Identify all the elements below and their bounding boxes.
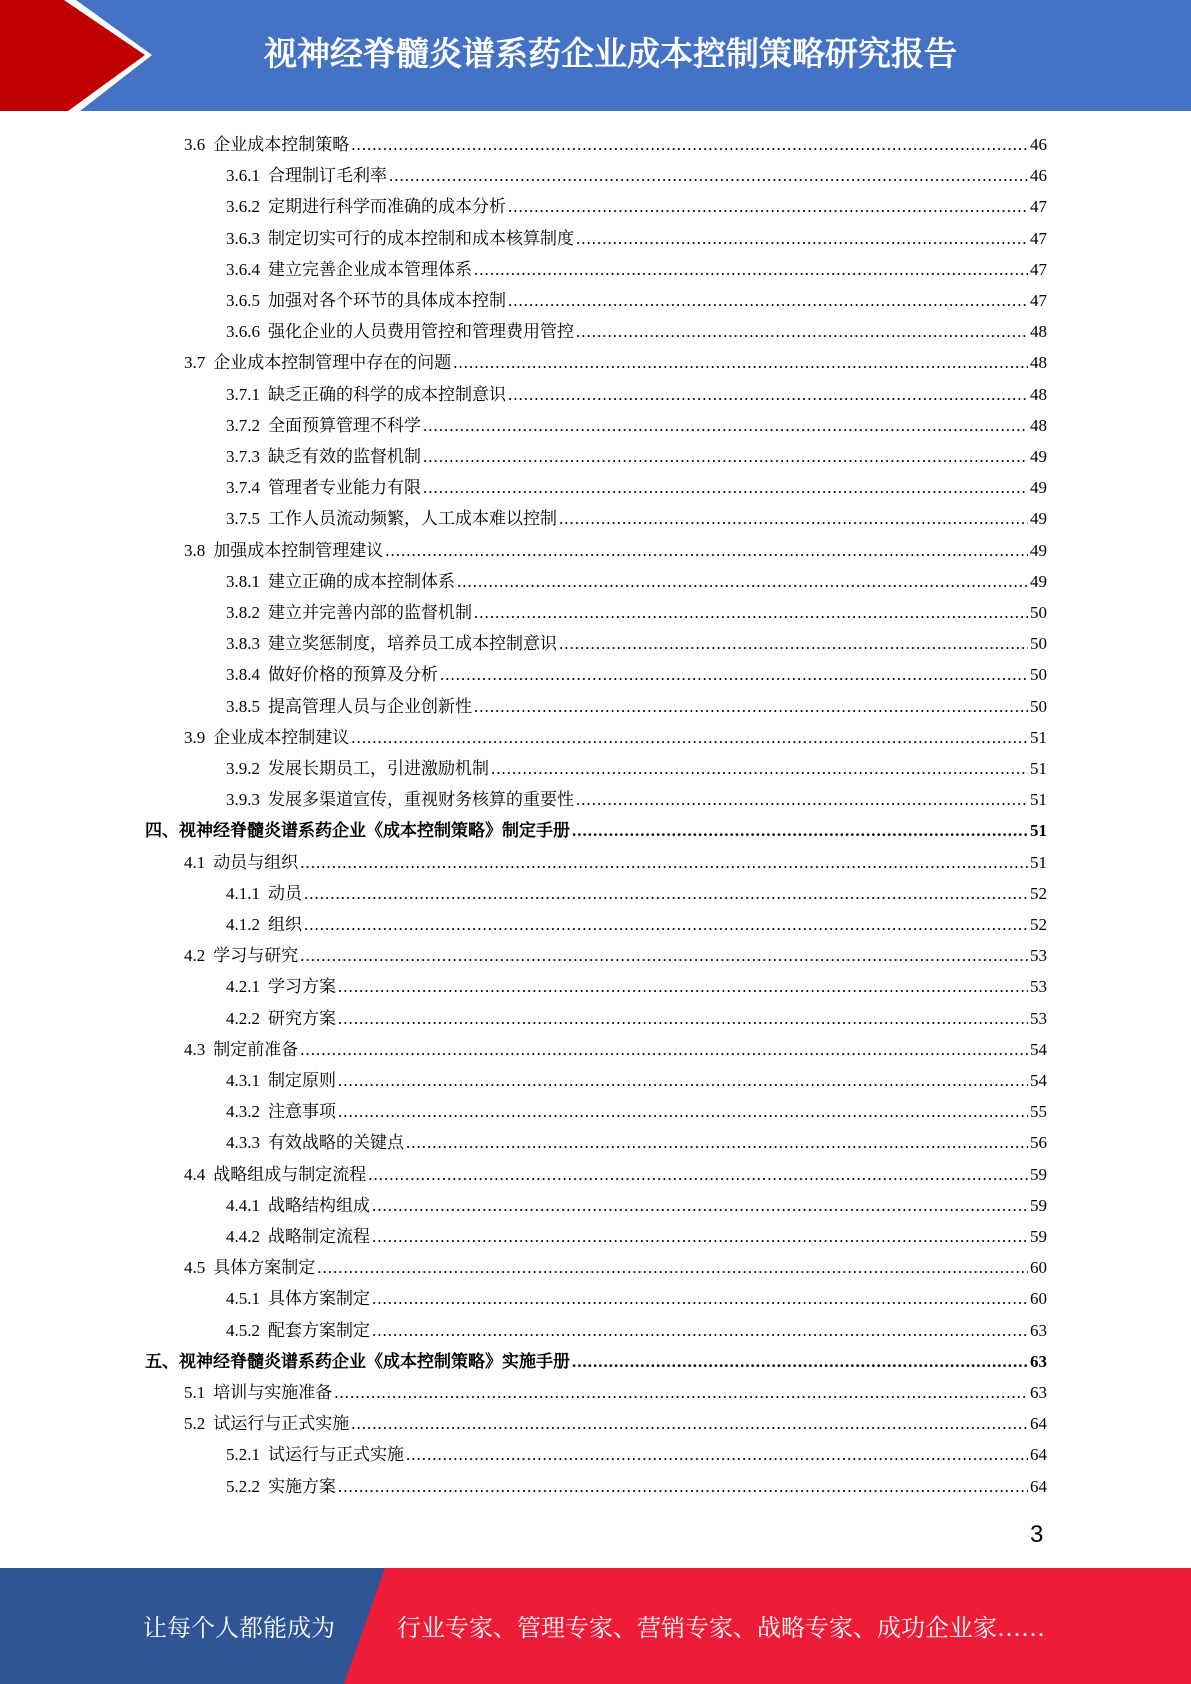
toc-entry[interactable] <box>226 1066 1047 1094</box>
toc-entry-title: 动员与组织 <box>213 852 299 872</box>
toc-entry-page: 50 <box>1030 665 1047 685</box>
dot-leader <box>576 229 1028 249</box>
toc-entry-number: 4.5 <box>184 1258 206 1278</box>
toc-entry-page: 54 <box>1030 1071 1047 1090</box>
toc-entry-number: 4.4.1 <box>226 1195 260 1215</box>
toc-entry-page: 49 <box>1030 447 1047 466</box>
toc-entry-page: 51 <box>1030 759 1047 778</box>
toc-entry-title: 企业成本控制建议 <box>213 727 350 747</box>
dot-leader <box>334 1383 1028 1403</box>
toc-entry-number: 4.2.1 <box>226 977 260 997</box>
toc-entry-number: 4.4.2 <box>226 1227 260 1246</box>
dot-leader <box>300 853 1028 873</box>
toc-entry-number: 5.2 <box>184 1414 206 1434</box>
toc-entry-page: 64 <box>1030 1414 1047 1434</box>
toc-entry-number: 3.6.5 <box>226 291 260 310</box>
toc-entry[interactable] <box>184 1253 1047 1281</box>
page-number: 3 <box>1030 1521 1044 1548</box>
toc-entry-title: 四、视神经脊髓炎谱系药企业《成本控制策略》制定手册 <box>145 821 570 841</box>
toc-entry-page: 53 <box>1030 977 1047 997</box>
toc-entry-page: 47 <box>1030 197 1047 217</box>
toc-entry[interactable] <box>226 411 1047 439</box>
dot-leader <box>338 1009 1028 1029</box>
toc-entry-page: 54 <box>1030 1039 1047 1059</box>
toc-entry-page: 49 <box>1030 540 1047 560</box>
toc-entry[interactable] <box>226 255 1047 283</box>
dot-leader <box>351 1414 1028 1434</box>
toc-entry[interactable] <box>184 941 1047 969</box>
toc-entry-number: 3.8 <box>184 540 206 560</box>
toc-entry-number: 3.7 <box>184 353 206 373</box>
dot-leader <box>338 1102 1028 1122</box>
toc-entry-title: 做好价格的预算及分析 <box>268 665 438 685</box>
toc-entry[interactable] <box>226 473 1047 501</box>
toc-entry[interactable] <box>226 660 1047 688</box>
toc-entry-title: 管理者专业能力有限 <box>268 478 421 498</box>
toc-entry[interactable] <box>184 848 1047 876</box>
toc-entry-page: 48 <box>1030 353 1047 373</box>
dot-leader <box>300 1040 1028 1060</box>
toc-entry[interactable] <box>184 1035 1047 1063</box>
page-header <box>0 0 1191 111</box>
dot-leader <box>572 1352 1028 1372</box>
toc-entry[interactable] <box>226 1284 1047 1312</box>
toc-entry-number: 4.1.2 <box>226 915 260 934</box>
toc-entry-title: 制定切实可行的成本控制和成本核算制度 <box>268 228 574 248</box>
toc-entry-title: 强化企业的人员费用管控和管理费用管控 <box>268 322 574 342</box>
toc-entry-title: 试运行与正式实施 <box>268 1445 404 1465</box>
toc-entry-page: 47 <box>1030 291 1047 310</box>
toc-entry-number: 4.3 <box>184 1039 206 1059</box>
toc-entry-number: 3.6.3 <box>226 228 260 248</box>
dot-leader <box>338 1071 1028 1091</box>
dot-leader <box>372 1289 1028 1309</box>
toc-entry-title: 提高管理人员与企业创新性 <box>268 696 472 716</box>
toc-entry-title: 缺乏正确的科学的成本控制意识 <box>268 384 506 404</box>
toc-entry-page: 60 <box>1030 1258 1047 1278</box>
toc-entry-number: 3.7.1 <box>226 384 260 404</box>
toc-entry-title: 具体方案制定 <box>268 1289 370 1309</box>
toc-entry-number: 3.6.2 <box>226 197 260 217</box>
toc-entry[interactable] <box>226 629 1047 657</box>
toc-entry-page: 50 <box>1030 634 1047 654</box>
dot-leader <box>576 790 1028 810</box>
dot-leader <box>508 291 1028 311</box>
toc-entry-title: 战略组成与制定流程 <box>213 1164 367 1184</box>
toc-entry-title: 缺乏有效的监督机制 <box>268 447 421 466</box>
toc-entry-page: 48 <box>1030 322 1047 342</box>
toc-entry-title: 战略结构组成 <box>268 1195 370 1215</box>
toc-entry-number: 5.2.1 <box>226 1445 260 1465</box>
dot-leader <box>453 353 1028 373</box>
toc-entry[interactable] <box>226 1191 1047 1219</box>
toc-entry-title: 学习方案 <box>268 977 336 997</box>
toc-entry-number: 3.8.5 <box>226 696 260 716</box>
toc-entry[interactable] <box>226 754 1047 782</box>
toc-entry[interactable] <box>226 785 1047 813</box>
toc-entry-number: 4.2 <box>184 946 206 966</box>
toc-entry-number: 3.9.2 <box>226 759 260 778</box>
dot-leader <box>474 697 1028 717</box>
toc-entry-title: 学习与研究 <box>213 946 299 966</box>
toc-entry-page: 49 <box>1030 509 1047 529</box>
toc-entry-title: 定期进行科学而准确的成本分析 <box>268 197 506 217</box>
toc-entry[interactable] <box>184 130 1047 158</box>
toc-entry-page: 51 <box>1030 790 1047 810</box>
dot-leader <box>440 665 1028 685</box>
toc-entry-title: 五、视神经脊髓炎谱系药企业《成本控制策略》实施手册 <box>145 1351 570 1371</box>
dot-leader <box>559 509 1028 529</box>
toc-entry-page: 50 <box>1030 696 1047 716</box>
toc-entry-page: 63 <box>1030 1320 1047 1340</box>
toc-entry[interactable] <box>226 192 1047 220</box>
toc-entry-title: 配套方案制定 <box>268 1320 370 1340</box>
toc-entry-page: 50 <box>1030 603 1047 622</box>
dot-leader <box>508 385 1028 405</box>
toc-entry-title: 发展长期员工，引进激励机制 <box>268 759 489 778</box>
footer-slogan-left: 让每个人都能成为 <box>143 1616 335 1642</box>
toc-entry-page: 53 <box>1030 946 1047 966</box>
toc-entry[interactable] <box>226 598 1047 626</box>
toc-entry-page: 63 <box>1030 1351 1047 1371</box>
toc-entry-page: 59 <box>1030 1195 1047 1215</box>
toc-entry[interactable] <box>226 380 1047 408</box>
toc-entry-number: 3.8.4 <box>226 665 260 685</box>
toc-entry-number: 3.9 <box>184 727 206 747</box>
toc-entry[interactable] <box>226 1222 1047 1250</box>
toc-entry-title: 试运行与正式实施 <box>213 1414 350 1434</box>
dot-leader <box>304 915 1028 935</box>
toc-entry-number: 3.7.5 <box>226 509 260 529</box>
toc-entry-number: 5.1 <box>184 1383 206 1402</box>
footer-slogan-right: 行业专家、管理专家、营销专家、战略专家、成功企业家…… <box>397 1616 1045 1642</box>
page-footer <box>0 1568 1191 1684</box>
toc-entry[interactable] <box>226 879 1047 907</box>
toc-entry-page: 49 <box>1030 571 1047 591</box>
toc-entry-title: 建立并完善内部的监督机制 <box>268 603 472 622</box>
dot-leader <box>423 478 1028 498</box>
toc-entry-page: 46 <box>1030 166 1047 186</box>
toc-entry-title: 建立奖惩制度，培养员工成本控制意识 <box>268 634 557 654</box>
toc-entry-title: 实施方案 <box>268 1476 336 1496</box>
toc-entry-page: 55 <box>1030 1102 1047 1122</box>
dot-leader <box>317 1258 1028 1278</box>
dot-leader <box>474 260 1028 280</box>
toc-entry-page: 52 <box>1030 915 1047 934</box>
toc-entry[interactable] <box>226 910 1047 938</box>
toc-entry-number: 3.6 <box>184 135 206 154</box>
toc-entry-page: 47 <box>1030 259 1047 279</box>
dot-leader <box>576 322 1028 342</box>
toc-entry-title: 有效战略的关键点 <box>268 1133 404 1153</box>
dot-leader <box>372 1227 1028 1247</box>
toc-entry[interactable] <box>226 567 1047 595</box>
toc-entry[interactable] <box>226 1128 1047 1156</box>
toc-entry-title: 加强对各个环节的具体成本控制 <box>268 291 506 310</box>
dot-leader <box>559 634 1028 654</box>
toc-entry-page: 59 <box>1030 1164 1047 1184</box>
toc-entry[interactable] <box>145 1347 1047 1375</box>
toc-entry-number: 4.1.1 <box>226 883 260 903</box>
toc-entry-number: 4.3.3 <box>226 1133 260 1153</box>
toc-entry[interactable] <box>226 692 1047 720</box>
toc-entry-page: 47 <box>1030 228 1047 248</box>
dot-leader <box>423 416 1028 436</box>
toc-entry-title: 制定前准备 <box>213 1039 299 1059</box>
dot-leader <box>457 572 1028 592</box>
toc-entry-number: 3.7.3 <box>226 447 260 466</box>
toc-entry-number: 4.1 <box>184 852 206 872</box>
dot-leader <box>474 603 1028 623</box>
toc-entry[interactable] <box>226 161 1047 189</box>
toc-entry-title: 发展多渠道宣传，重视财务核算的重要性 <box>268 790 574 810</box>
toc-entry[interactable] <box>184 1378 1047 1406</box>
toc-entry-title: 战略制定流程 <box>268 1227 370 1246</box>
toc-entry-title: 企业成本控制管理中存在的问题 <box>213 353 452 373</box>
toc-entry-number: 3.8.3 <box>226 634 260 654</box>
toc-entry-number: 3.6.4 <box>226 259 260 279</box>
dot-leader <box>491 759 1028 779</box>
dot-leader <box>338 1477 1028 1497</box>
toc-entry[interactable] <box>226 442 1047 470</box>
dot-leader <box>351 135 1028 155</box>
toc-entry[interactable] <box>184 1409 1047 1437</box>
toc-entry-title: 建立完善企业成本管理体系 <box>268 259 472 279</box>
toc-entry-page: 64 <box>1030 1445 1047 1465</box>
toc-entry-title: 制定原则 <box>268 1071 336 1090</box>
dot-leader <box>389 166 1028 186</box>
toc-entry-page: 51 <box>1030 821 1047 841</box>
dot-leader <box>572 821 1028 841</box>
toc-entry[interactable] <box>226 1316 1047 1344</box>
toc-entry-number: 4.5.1 <box>226 1289 260 1309</box>
toc-entry-number: 3.8.1 <box>226 571 260 591</box>
toc-entry-title: 建立正确的成本控制体系 <box>268 571 455 591</box>
toc-entry-page: 60 <box>1030 1289 1047 1309</box>
toc-entry-page: 48 <box>1030 415 1047 435</box>
dot-leader <box>385 541 1028 561</box>
toc-entry[interactable] <box>226 1097 1047 1125</box>
toc-entry-page: 63 <box>1030 1383 1047 1402</box>
toc-entry-page: 56 <box>1030 1133 1047 1153</box>
toc-entry[interactable] <box>184 348 1047 376</box>
toc-entry-number: 3.6.1 <box>226 166 260 186</box>
toc-entry-number: 3.7.2 <box>226 415 260 435</box>
toc-entry-page: 48 <box>1030 384 1047 404</box>
toc-entry-title: 研究方案 <box>268 1008 336 1028</box>
toc-entry[interactable] <box>226 972 1047 1000</box>
toc-entry-page: 51 <box>1030 852 1047 872</box>
toc-entry[interactable] <box>184 1160 1047 1188</box>
toc-entry-page: 49 <box>1030 478 1047 498</box>
report-title: 视神经脊髓炎谱系药企业成本控制策略研究报告 <box>264 34 957 73</box>
toc-entry-title: 全面预算管理不科学 <box>268 415 421 435</box>
toc-entry[interactable] <box>145 816 1047 844</box>
toc-entry-page: 46 <box>1030 135 1047 154</box>
toc-entry-page: 51 <box>1030 727 1047 747</box>
toc-entry[interactable] <box>226 224 1047 252</box>
dot-leader <box>423 447 1028 467</box>
toc-entry-title: 培训与实施准备 <box>213 1383 333 1402</box>
toc-entry-number: 4.5.2 <box>226 1320 260 1340</box>
toc-entry-number: 3.8.2 <box>226 603 260 622</box>
dot-leader <box>372 1196 1028 1216</box>
toc-entry-title: 加强成本控制管理建议 <box>213 540 384 560</box>
toc-entry-title: 注意事项 <box>268 1102 336 1122</box>
toc-entry[interactable] <box>226 317 1047 345</box>
toc-entry-number: 4.4 <box>184 1164 206 1184</box>
dot-leader <box>406 1445 1028 1465</box>
toc-entry[interactable] <box>184 536 1047 564</box>
dot-leader <box>368 1165 1028 1185</box>
toc-entry-title: 动员 <box>268 883 302 903</box>
toc-entry-page: 52 <box>1030 883 1047 903</box>
toc-entry[interactable] <box>226 286 1047 314</box>
dot-leader <box>508 197 1028 217</box>
toc-entry-title: 具体方案制定 <box>213 1258 316 1278</box>
toc-entry-number: 4.2.2 <box>226 1008 260 1028</box>
toc-entry[interactable] <box>226 1004 1047 1032</box>
toc-entry-page: 53 <box>1030 1008 1047 1028</box>
toc-entry-number: 3.6.6 <box>226 322 260 342</box>
dot-leader <box>300 946 1028 966</box>
dot-leader <box>351 728 1028 748</box>
dot-leader <box>304 884 1028 904</box>
toc-entry-number: 5.2.2 <box>226 1476 260 1496</box>
toc-entry[interactable] <box>226 504 1047 532</box>
toc-entry-title: 工作人员流动频繁，人工成本难以控制 <box>268 509 557 529</box>
toc-entry-title: 合理制订毛利率 <box>268 166 387 186</box>
toc-entry[interactable] <box>226 1472 1047 1500</box>
toc-entry-number: 3.9.3 <box>226 790 260 810</box>
dot-leader <box>372 1321 1028 1341</box>
dot-leader <box>406 1133 1028 1153</box>
toc-entry-title: 组织 <box>268 915 302 934</box>
toc-entry-page: 64 <box>1030 1476 1047 1496</box>
dot-leader <box>338 977 1028 997</box>
toc-entry-number: 4.3.1 <box>226 1071 260 1090</box>
toc-entry-title: 企业成本控制策略 <box>213 135 350 154</box>
toc-entry[interactable] <box>184 723 1047 751</box>
toc-entry-page: 59 <box>1030 1227 1047 1246</box>
toc-entry[interactable] <box>226 1440 1047 1468</box>
toc-entry-number: 3.7.4 <box>226 478 260 498</box>
toc-entry-number: 4.3.2 <box>226 1102 260 1122</box>
